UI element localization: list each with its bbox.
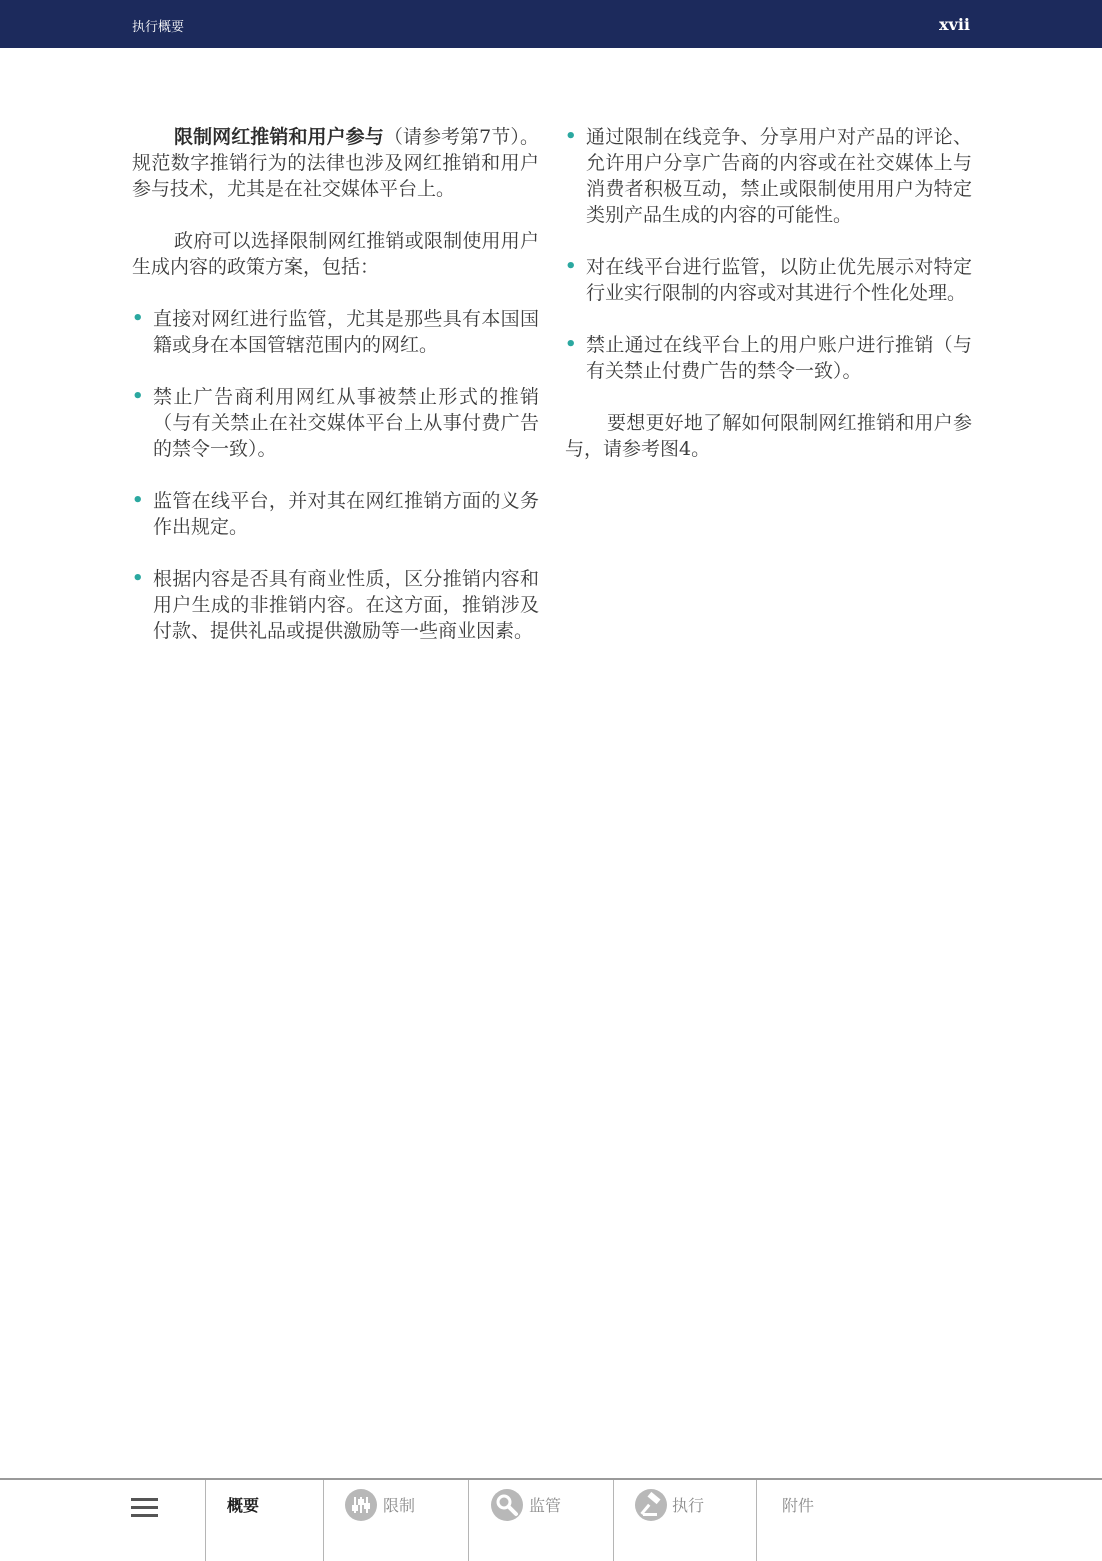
- right-column: [565, 124, 972, 488]
- tab-summary[interactable]: [205, 1480, 323, 1561]
- tab-annex[interactable]: [756, 1480, 1102, 1561]
- bullet-dot-icon: •: [565, 334, 577, 355]
- list-item-text: 禁止广告商利用网红从事被禁止形式的推销（与有关禁止在社交媒体平台上从事付费广告的禁令一致）。: [153, 386, 539, 460]
- tab-restrictions[interactable]: [323, 1480, 468, 1561]
- header-bar: [0, 0, 1102, 48]
- tab-enforcement[interactable]: [613, 1480, 756, 1561]
- list-item-text: 禁止通过在线平台上的用户账户进行推销（与有关禁止付费广告的禁令一致）。: [586, 334, 972, 382]
- intro-text: （请参考第7节）。规范数字推销行为的法律也涉及网红推销和用户参与技术，尤其是在社交媒体平台上。: [132, 126, 539, 200]
- right-bullet-list: [565, 124, 972, 384]
- left-column: [132, 124, 539, 670]
- bullet-dot-icon: •: [132, 308, 144, 329]
- section-title: 执行概要: [132, 20, 185, 35]
- tab-enforcement-label: 执行: [672, 1496, 705, 1515]
- bullet-dot-icon: •: [565, 256, 577, 277]
- bullet-dot-icon: •: [132, 490, 144, 511]
- list-item: [565, 332, 972, 384]
- intro-paragraph: [132, 124, 539, 202]
- left-bullet-list: [132, 306, 539, 644]
- magnifier-icon: [491, 1489, 523, 1521]
- tab-restrictions-label: 限制: [383, 1496, 416, 1515]
- tab-annex-label: 附件: [782, 1496, 815, 1515]
- list-item: [132, 384, 539, 462]
- list-item-text: 对在线平台进行监管，以防止优先展示对特定行业实行限制的内容或对其进行个性化处理。: [586, 256, 972, 304]
- tab-regulation-label: 监管: [529, 1496, 562, 1515]
- bullet-dot-icon: •: [132, 386, 144, 407]
- intro-heading: 限制网红推销和用户参与: [174, 126, 384, 148]
- list-item-text: 通过限制在线竞争、分享用户对产品的评论、允许用户分享广告商的内容或在社交媒体上与消费者积极互动，禁止或限制使用用户为特定类别产品生成的内容的可能性。: [586, 126, 972, 226]
- list-item-text: 根据内容是否具有商业性质，区分推销内容和用户生成的非推销内容。在这方面，推销涉及付款、提供礼品或提供激励等一些商业因素。: [153, 568, 539, 642]
- page-number: xvii: [939, 15, 970, 34]
- hamburger-menu-icon[interactable]: [131, 1498, 158, 1518]
- tab-summary-label: 概要: [227, 1496, 260, 1515]
- list-item: [132, 306, 539, 358]
- bullet-dot-icon: •: [132, 568, 144, 589]
- closing-paragraph: 要想更好地了解如何限制网红推销和用户参与，请参考图4。: [565, 412, 972, 460]
- list-item: [565, 254, 972, 306]
- options-paragraph: 政府可以选择限制网红推销或限制使用用户生成内容的政策方案，包括：: [132, 230, 539, 278]
- bottom-navigation: [0, 1478, 1102, 1561]
- list-item-text: 监管在线平台，并对其在网红推销方面的义务作出规定。: [153, 490, 539, 538]
- list-item-text: 直接对网红进行监管，尤其是那些具有本国国籍或身在本国管辖范围内的网红。: [153, 308, 539, 356]
- gavel-icon: [635, 1489, 667, 1521]
- bullet-dot-icon: •: [565, 126, 577, 147]
- list-item: [132, 488, 539, 540]
- list-item: [565, 124, 972, 228]
- sliders-icon: [345, 1489, 377, 1521]
- list-item: [132, 566, 539, 644]
- tab-regulation[interactable]: [468, 1480, 613, 1561]
